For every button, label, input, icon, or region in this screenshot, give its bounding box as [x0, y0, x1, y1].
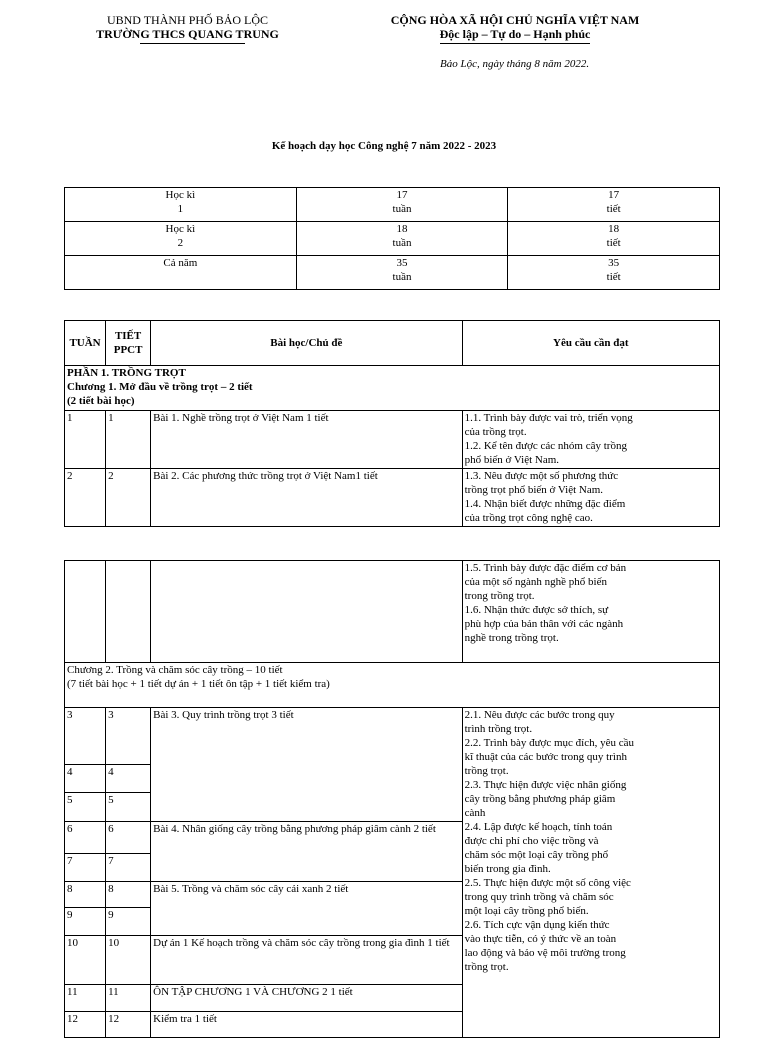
period-cell: 7 [106, 854, 151, 882]
lesson-cell: Bài 2. Các phương thức trồng trọt ở Việt Nam1 tiết [151, 469, 462, 527]
week-cell: 10 [65, 936, 106, 985]
week-cell: 5 [65, 793, 106, 822]
period-cell: 1 [106, 411, 151, 469]
week-cell: 6 [65, 822, 106, 854]
period-cell: 10 [106, 936, 151, 985]
header-period: TIẾT PPCT [106, 321, 151, 366]
agency-name: UBND THÀNH PHỐ BẢO LỘC [106, 13, 269, 27]
table-row [65, 411, 720, 469]
week-cell: 7 [65, 854, 106, 882]
lesson-cell [151, 561, 462, 663]
place-date: Bảo Lộc, ngày tháng 8 năm 2022. [440, 58, 590, 70]
document-title: Kế hoạch dạy học Công nghệ 7 năm 2022 - 2023 [271, 140, 497, 152]
summary-weeks: 17 tuần [296, 188, 508, 222]
week-cell: 1 [65, 411, 106, 469]
header-lesson: Bài học/Chủ đề [151, 321, 462, 366]
lesson-cell: Bài 4. Nhân giống cây trồng bằng phương pháp giâm cành 2 tiết [151, 822, 462, 882]
week-cell: 8 [65, 882, 106, 908]
requirement-cell: 1.1. Trình bày được vai trò, triển vọng của trồng trọt. 1.2. Kể tên được các nhóm cây trồng phổ biến ở Việt Nam. [462, 411, 719, 469]
table-row [65, 561, 720, 663]
lesson-cell: Dự án 1 Kế hoạch trồng và chăm sóc cây trồng trong gia đình 1 tiết [151, 936, 462, 985]
summary-row [65, 256, 720, 290]
motto-underline [440, 43, 590, 44]
national-motto: Độc lập – Tự do – Hạnh phúc [439, 27, 591, 41]
requirement-cell: 2.1. Nêu được các bước trong quy trình trồng trọt. 2.2. Trình bày được mục đích, yêu cầu kĩ thuật của các bước trong quy trình trồng trọt. 2.3. Thực hiện được việc nhân giống cây trồng bằng phương pháp giâm cành 2.4. Lập được kế hoạch, tính toán được chi phí cho việc trồng và chăm sóc một loại cây trồng phổ biến trong gia đình. 2.5. Thực hiện được một số công việc trong quy trình trồng và chăm sóc một loại cây trồng phổ biến. 2.6. Tích cực vận dụng kiến thức vào thực tiễn, có ý thức về an toàn lao động và bảo vệ môi trường trong trồng trọt. [462, 708, 719, 1038]
period-cell: 6 [106, 822, 151, 854]
week-cell: 9 [65, 908, 106, 936]
period-cell: 12 [106, 1012, 151, 1038]
table-row [65, 1012, 720, 1038]
period-cell: 2 [106, 469, 151, 527]
table-row [65, 708, 720, 765]
plan-table-continued [64, 560, 720, 1038]
country-name: CỘNG HÒA XÃ HỘI CHỦ NGHĨA VIỆT NAM [390, 13, 640, 27]
summary-periods: 18 tiết [508, 222, 720, 256]
week-cell: 11 [65, 985, 106, 1012]
week-cell: 3 [65, 708, 106, 765]
plan-header-row [65, 321, 720, 366]
lesson-cell: Kiểm tra 1 tiết [151, 1012, 720, 1038]
week-cell: 12 [65, 1012, 106, 1038]
period-cell: 4 [106, 765, 151, 793]
period-cell [106, 561, 151, 663]
table-row [65, 985, 720, 1012]
summary-row [65, 222, 720, 256]
lesson-cell: Bài 1. Nghề trồng trọt ở Việt Nam 1 tiết [151, 411, 462, 469]
chapter2-heading: Chương 2. Trồng và chăm sóc cây trồng – 10 tiết (7 tiết bài học + 1 tiết dự án + 1 tiết ôn tập + 1 tiết kiểm tra) [65, 663, 720, 708]
header-requirement: Yêu cầu cần đạt [462, 321, 719, 366]
school-name: TRƯỜNG THCS QUANG TRUNG [96, 27, 279, 41]
summary-periods: 35 tiết [508, 256, 720, 290]
period-cell: 11 [106, 985, 151, 1012]
requirement-cell: 1.5. Trình bày được đặc điểm cơ bản của một số ngành nghề phổ biến trong trồng trọt. 1.6. Nhận thức được sở thích, sự phù hợp của bản thân với các ngành nghề trong trồng trọt. [462, 561, 719, 663]
lesson-cell: Bài 3. Quy trình trồng trọt 3 tiết [151, 708, 462, 822]
plan-table [64, 320, 720, 527]
week-cell: 4 [65, 765, 106, 793]
summary-periods: 17 tiết [508, 188, 720, 222]
summary-row [65, 188, 720, 222]
summary-label: Học kì 2 [65, 222, 297, 256]
lesson-cell: ÔN TẬP CHƯƠNG 1 VÀ CHƯƠNG 2 1 tiết [151, 985, 720, 1012]
chapter-heading-row [65, 663, 720, 708]
week-cell [65, 561, 106, 663]
summary-weeks: 18 tuần [296, 222, 508, 256]
agency-header [85, 13, 290, 41]
summary-label: Cả năm [65, 256, 297, 290]
period-cell: 8 [106, 882, 151, 908]
part-heading-row [65, 366, 720, 411]
summary-weeks: 35 tuần [296, 256, 508, 290]
summary-table [64, 187, 720, 290]
period-cell: 9 [106, 908, 151, 936]
table-row [65, 469, 720, 527]
period-cell: 5 [106, 793, 151, 822]
part1-heading: PHẦN 1. TRỒNG TRỌT Chương 1. Mở đầu về trồng trọt – 2 tiết (2 tiết bài học) [65, 366, 720, 411]
summary-label: Học kì 1 [65, 188, 297, 222]
week-cell: 2 [65, 469, 106, 527]
period-cell: 3 [106, 708, 151, 765]
requirement-cell: 1.3. Nêu được một số phương thức trồng trọt phổ biến ở Việt Nam. 1.4. Nhận biết được những đặc điểm của trồng trọt công nghệ cao. [462, 469, 719, 527]
national-header [360, 13, 670, 41]
school-underline [140, 43, 245, 44]
lesson-cell: Bài 5. Trồng và chăm sóc cây cải xanh 2 tiết [151, 882, 462, 936]
header-week: TUẦN [65, 321, 106, 366]
